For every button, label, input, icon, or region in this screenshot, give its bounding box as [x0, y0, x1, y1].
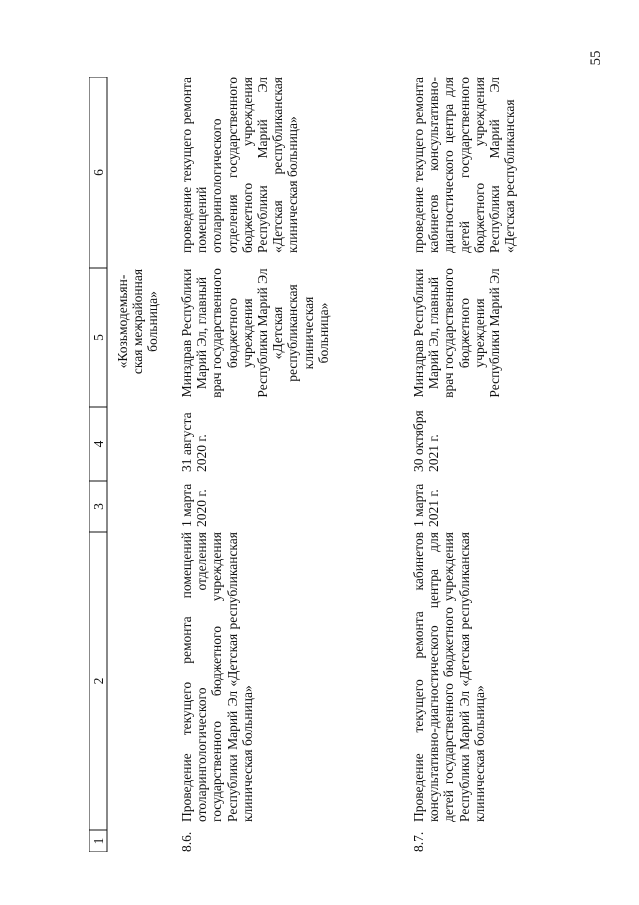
row-8-6-responsible: Минздрав Республики Марий Эл, главный врач государственного бюджетного учреждения Республики Марий Эл «Детская республиканская клиническая больница» [179, 268, 331, 398]
header-col-4: 4 [91, 440, 106, 448]
row-8-7-result: проведение текущего ремонта кабинетов консультативно-диагностического центра для детей государственного бюджетного учреждения Республики Марий Эл «Детская республиканская [411, 77, 518, 253]
row-8-7-end-date: 30 октября 2021 г. [411, 410, 442, 472]
row-8-6-end-date: 31 августа 2020 г. [179, 412, 210, 472]
header-col-2: 2 [91, 677, 106, 685]
row-8-7-responsible: Минздрав Республики Марий Эл, главный врач государственного бюджетного учреждения Республики Марий Эл [411, 268, 503, 398]
landscape-table [89, 77, 559, 852]
header-col-6: 6 [91, 169, 106, 176]
header-col-1: 1 [91, 837, 106, 845]
row-8-6-title: Проведение текущего ремонта помещений отоларингологического отделения государственного бюджетного учреждения Республики Марий Эл «Детская республиканская клиническая больница» [179, 532, 255, 822]
header-col-3: 3 [91, 503, 106, 510]
row-8-6-number: 8.6. [179, 831, 194, 852]
continued-responsible-cell: «Козьмодемьян-ская межрайонная больница» [115, 268, 161, 375]
row-8-7-title: Проведение текущего ремонта кабинетов консультативно-диагностического центра для детей государственного бюджетного учреждения Республики Марий Эл «Детская республиканская клиническая больница» [411, 532, 487, 822]
header-col-5: 5 [91, 334, 106, 341]
row-8-6-result: проведение текущего ремонта помещений отоларингологического отделения государственного бюджетного учреждения Республики Марий Эл «Детская республиканская клиническая больница» [179, 77, 301, 253]
row-8-6-start-date: 1 марта 2020 г. [179, 483, 210, 527]
row-8-7-start-date: 1 марта 2021 г. [411, 483, 442, 527]
row-8-7-number: 8.7. [411, 831, 426, 852]
page-number: 55 [588, 50, 604, 66]
